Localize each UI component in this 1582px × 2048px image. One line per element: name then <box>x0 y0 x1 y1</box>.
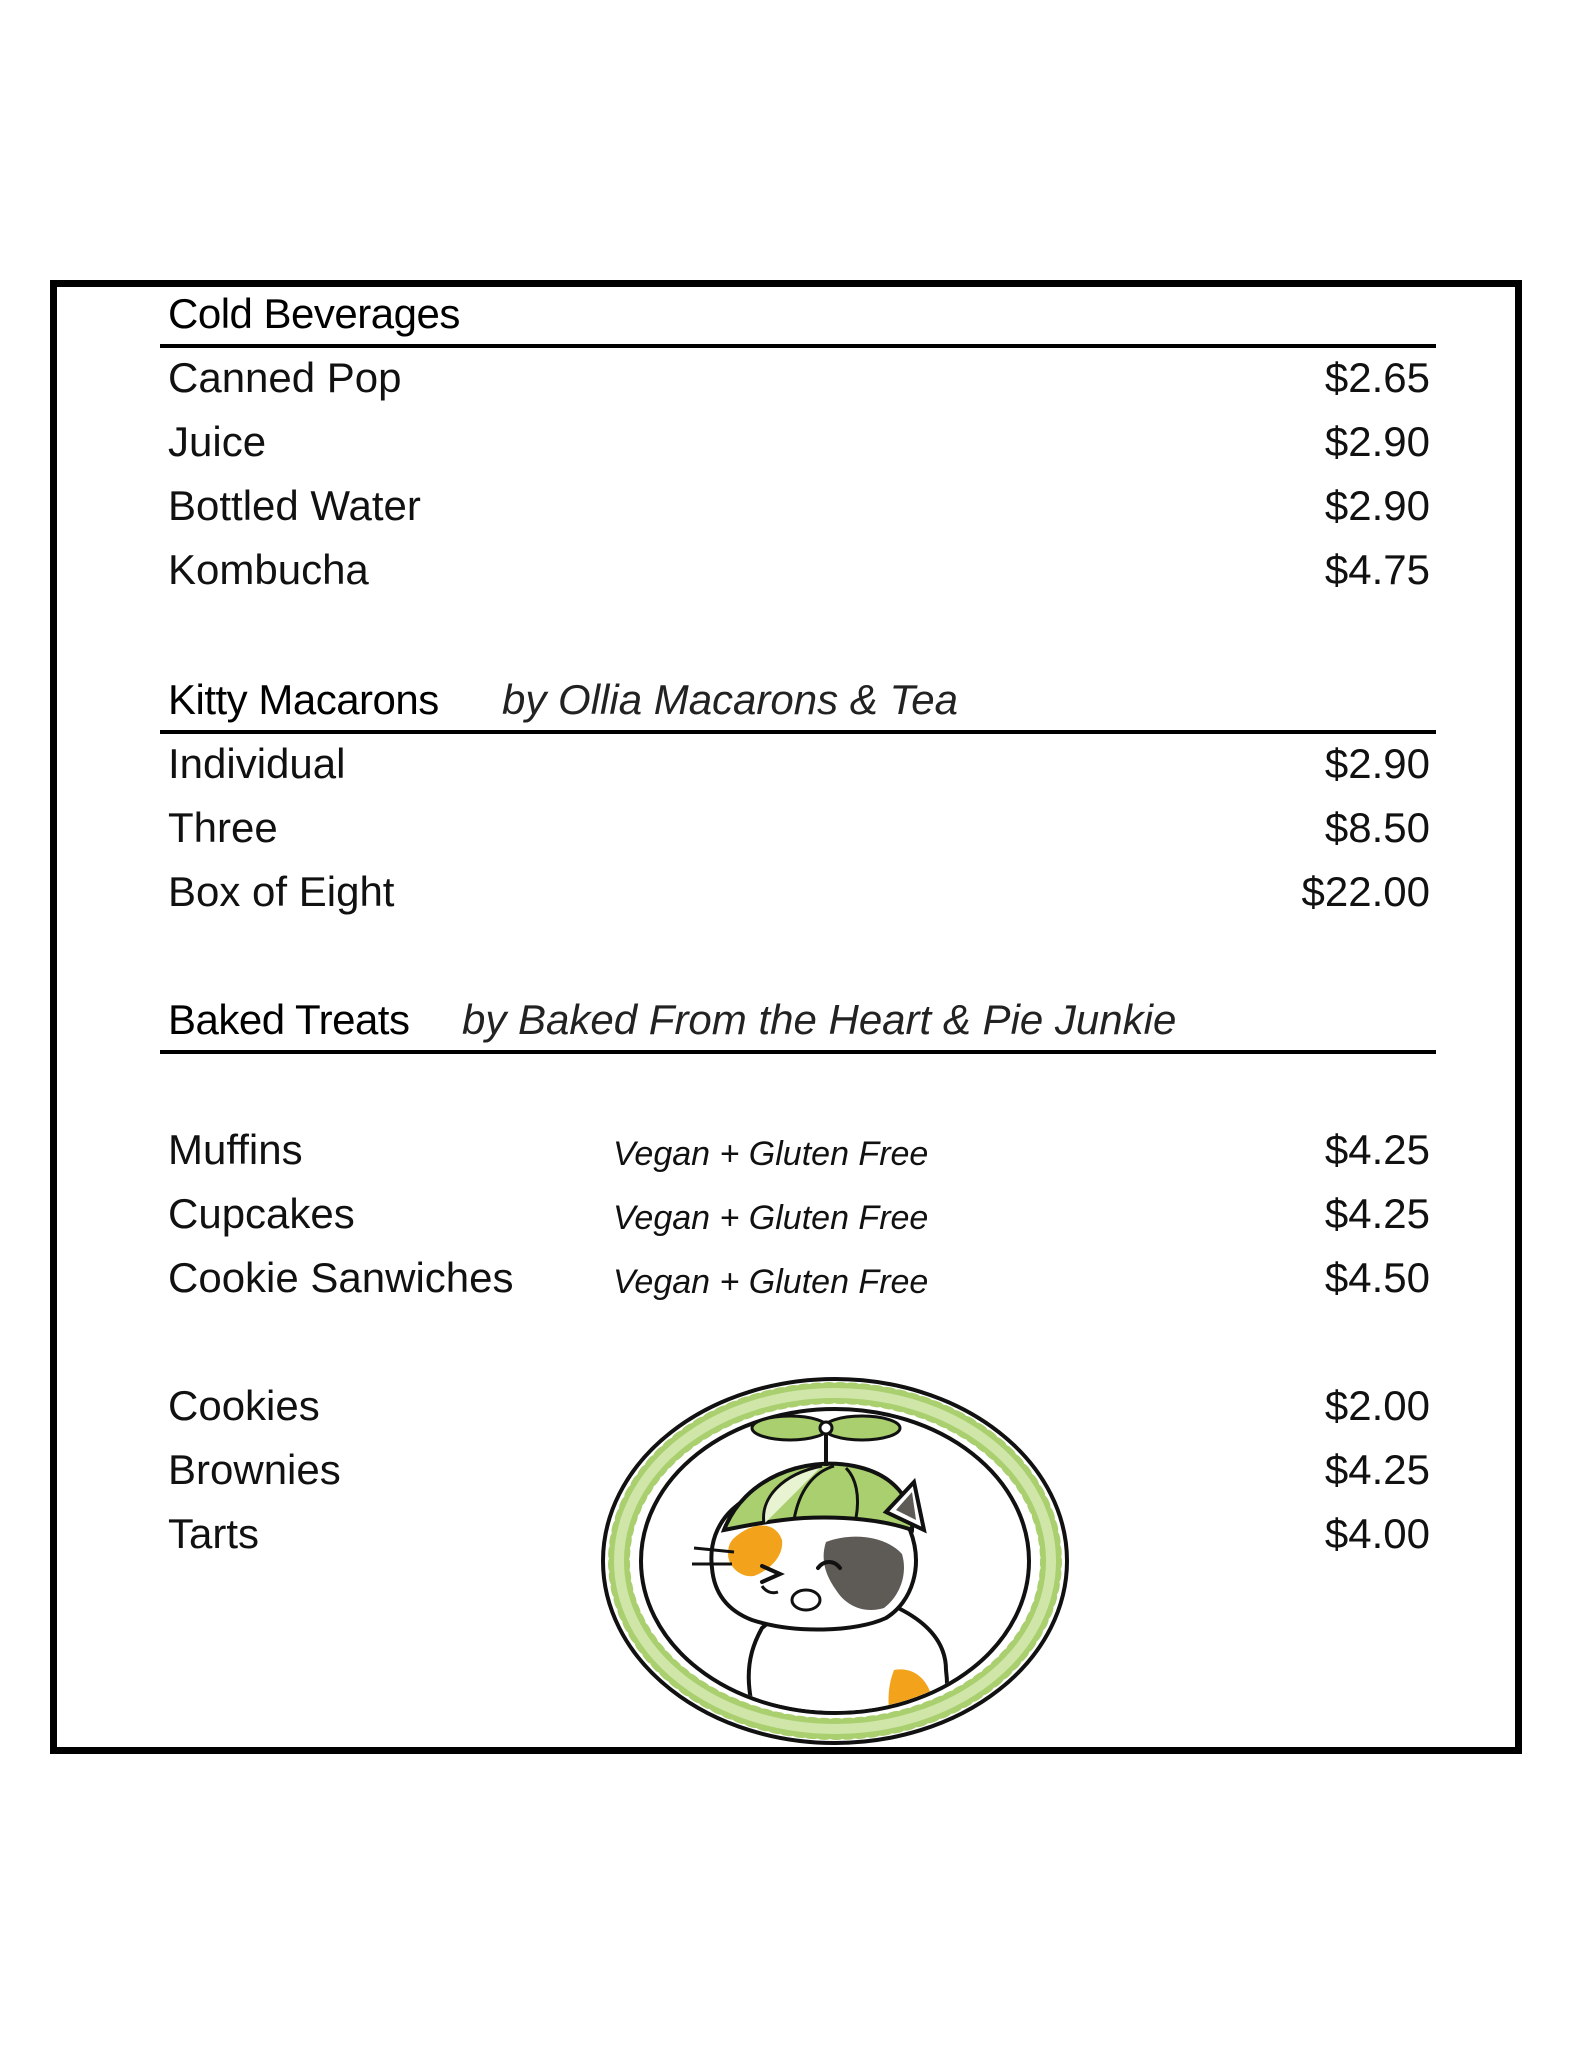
item-price: $4.50 <box>1324 1254 1430 1301</box>
item-name: Kombucha <box>168 546 369 593</box>
item-price: $4.25 <box>1324 1126 1430 1173</box>
menu-item <box>168 346 1430 410</box>
section-byline: by Baked From the Heart & Pie Junkie <box>462 996 1177 1043</box>
item-price: $4.75 <box>1324 546 1430 593</box>
item-price: $2.65 <box>1324 354 1430 401</box>
item-name: Three <box>168 804 278 851</box>
section-header-kitty-macarons <box>160 668 1436 734</box>
item-price: $2.00 <box>1324 1382 1430 1429</box>
section-title: Baked Treats <box>168 996 410 1043</box>
section-title: Kitty Macarons <box>168 676 439 723</box>
item-name: Cookie Sanwiches <box>168 1254 514 1301</box>
item-price: $2.90 <box>1324 418 1430 465</box>
item-name: Bottled Water <box>168 482 421 529</box>
section-header-baked-treats <box>160 988 1436 1054</box>
section-byline: by Ollia Macarons & Tea <box>502 676 958 723</box>
item-name: Muffins <box>168 1126 303 1173</box>
item-name: Juice <box>168 418 267 465</box>
item-name: Tarts <box>168 1510 260 1557</box>
section-title: Cold Beverages <box>168 290 460 337</box>
menu-item <box>168 1182 1430 1246</box>
item-price: $4.25 <box>1324 1446 1430 1493</box>
item-name: Cookies <box>168 1382 320 1429</box>
item-price: $4.25 <box>1324 1190 1430 1237</box>
menu-item <box>168 732 1430 796</box>
menu-item <box>168 410 1430 474</box>
item-diet-note: Vegan + Gluten Free <box>613 1135 929 1173</box>
menu-item <box>168 1118 1430 1182</box>
menu-item <box>168 860 1430 924</box>
menu-item <box>168 796 1430 860</box>
item-name: Canned Pop <box>168 354 402 401</box>
item-name: Cupcakes <box>168 1190 355 1237</box>
item-diet-note: Vegan + Gluten Free <box>613 1263 929 1301</box>
item-name: Individual <box>168 740 346 787</box>
item-price: $22.00 <box>1301 868 1430 915</box>
item-price: $4.00 <box>1324 1510 1430 1557</box>
section-header-cold-beverages <box>160 282 1436 348</box>
item-price: $8.50 <box>1324 804 1430 851</box>
menu-item <box>168 1246 1430 1310</box>
cat-propeller-cap-logo-icon <box>594 1370 1076 1748</box>
menu-item <box>168 538 1430 602</box>
item-name: Brownies <box>168 1446 341 1493</box>
item-diet-note: Vegan + Gluten Free <box>613 1199 929 1237</box>
item-price: $2.90 <box>1324 482 1430 529</box>
item-name: Box of Eight <box>168 868 395 915</box>
menu-item <box>168 474 1430 538</box>
item-price: $2.90 <box>1324 740 1430 787</box>
